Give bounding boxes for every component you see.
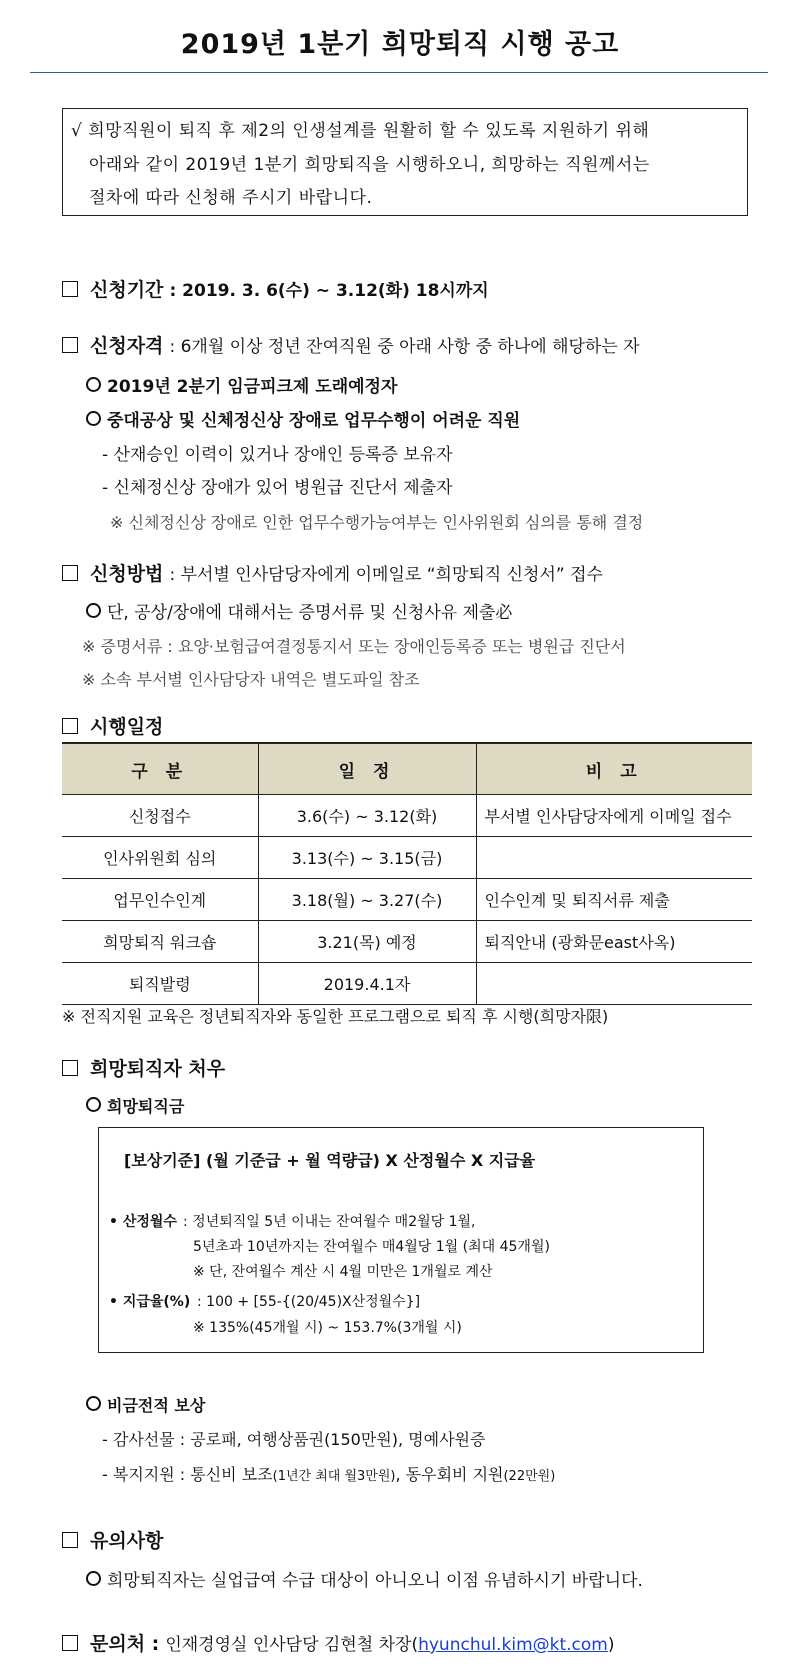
rate-note: ※ 135%(45개월 시) ~ 153.7%(3개월 시) bbox=[193, 1320, 462, 1336]
method-note-1: ※ 증명서류 : 요양·보험급여결정통지서 또는 장애인등록증 또는 병원급 진단서 bbox=[82, 637, 626, 656]
checkbox-square-icon bbox=[62, 281, 78, 297]
months-note: ※ 단, 잔여월수 계산 시 4월 미만은 1개월로 계산 bbox=[193, 1264, 493, 1280]
nonmonetary-item-1: - 감사선물 : 공로패, 여행상품권(150만원), 명예사원증 bbox=[102, 1430, 486, 1449]
nonmonetary-item-2: - 복지지원 : 통신비 보조(1년간 최대 월3만원), 동우회비 지원(22만원) bbox=[102, 1465, 556, 1484]
table-cell: 3.18(월) ~ 3.27(수) bbox=[258, 879, 476, 921]
eligibility-note: ※ 신체정신상 장애로 인한 업무수행가능여부는 인사위원회 심의를 통해 결정 bbox=[110, 513, 644, 532]
circle-bullet-icon bbox=[86, 411, 101, 426]
method-item-1: 단, 공상/장애에 대해서는 증명서류 및 신청사유 제출必 bbox=[86, 598, 512, 623]
table-header-row bbox=[62, 743, 752, 795]
eligibility-sub-1: - 산재승인 이력이 있거나 장애인 등록증 보유자 bbox=[102, 445, 453, 465]
circle-bullet-icon bbox=[86, 1571, 101, 1586]
page-title: 2019년 1분기 희망퇴직 시행 공고 bbox=[180, 29, 620, 60]
eligibility-sub-2: - 신체정신상 장애가 있어 병원급 진단서 제출자 bbox=[102, 478, 453, 498]
eligibility-item-1: 2019년 2분기 임금피크제 도래예정자 bbox=[86, 372, 397, 397]
section-caution: 유의사항 bbox=[62, 1526, 163, 1553]
circle-bullet-icon bbox=[86, 1097, 101, 1112]
table-row bbox=[62, 795, 752, 837]
section-schedule: 시행일정 bbox=[62, 712, 163, 739]
section-method: 신청방법 : 부서별 인사담당자에게 이메일로 “희망퇴직 신청서” 접수 bbox=[62, 559, 603, 586]
rate-label: • 지급율(%) bbox=[109, 1294, 191, 1310]
section-contact: 문의처 : 인재경영실 인사담당 김현철 차장(hyunchul.kim@kt.com) bbox=[62, 1629, 615, 1656]
checkbox-square-icon bbox=[62, 718, 78, 734]
table-cell: 2019.4.1자 bbox=[258, 963, 476, 1005]
header-category: 구 분 bbox=[62, 743, 258, 795]
months-line-2: 5년초과 10년까지는 잔여월수 매4월당 1월 (최대 45개월) bbox=[193, 1239, 550, 1255]
header-remarks: 비 고 bbox=[476, 743, 752, 795]
contact-email-link[interactable]: hyunchul.kim@kt.com bbox=[418, 1635, 608, 1655]
table-cell: 부서별 인사담당자에게 이메일 접수 bbox=[476, 795, 752, 837]
table-row bbox=[62, 879, 752, 921]
table-row bbox=[62, 963, 752, 1005]
notice-line-3: 절차에 따라 신청해 주시기 바랍니다. bbox=[89, 188, 373, 208]
pay-formula: [보상기준] (월 기준급 + 월 역량급) X 산정월수 X 지급율 bbox=[124, 1151, 536, 1170]
header-date: 일 정 bbox=[258, 743, 476, 795]
schedule-note: ※ 전직지원 교육은 정년퇴직자와 동일한 프로그램으로 퇴직 후 시행(희망자限) bbox=[62, 1007, 609, 1026]
method-note-2: ※ 소속 부서별 인사담당자 내역은 별도파일 참조 bbox=[82, 670, 420, 689]
notice-box bbox=[62, 108, 748, 216]
checkbox-square-icon bbox=[62, 1635, 78, 1651]
check-icon: √ bbox=[71, 121, 83, 141]
table-cell bbox=[476, 963, 752, 1005]
pay-title: 희망퇴직금 bbox=[86, 1094, 184, 1117]
title-divider bbox=[30, 72, 768, 73]
checkbox-square-icon bbox=[62, 565, 78, 581]
circle-bullet-icon bbox=[86, 603, 101, 618]
notice-line-2: 아래와 같이 2019년 1분기 희망퇴직을 시행하오니, 희망하는 직원께서는 bbox=[89, 155, 650, 175]
table-cell: 퇴직안내 (광화문east사옥) bbox=[476, 921, 752, 963]
rate-line: : 100 + [55-{(20/45)X산정월수}] bbox=[197, 1294, 421, 1310]
checkbox-square-icon bbox=[62, 1532, 78, 1548]
table-row bbox=[62, 921, 752, 963]
table-cell: 신청접수 bbox=[62, 795, 258, 837]
section-period: 신청기간 : 2019. 3. 6(수) ~ 3.12(화) 18시까지 bbox=[62, 275, 489, 302]
caution-item: 희망퇴직자는 실업급여 수급 대상이 아니오니 이점 유념하시기 바랍니다. bbox=[86, 1566, 643, 1591]
circle-bullet-icon bbox=[86, 377, 101, 392]
months-label: • 산정월수 bbox=[109, 1214, 177, 1230]
notice-line-1: √ 희망직원이 퇴직 후 제2의 인생설계를 원활히 할 수 있도록 지원하기 위해 bbox=[71, 121, 650, 141]
table-cell: 3.21(목) 예정 bbox=[258, 921, 476, 963]
nonmonetary-title: 비금전적 보상 bbox=[86, 1393, 205, 1416]
checkbox-square-icon bbox=[62, 337, 78, 353]
eligibility-item-2: 중대공상 및 신체정신상 장애로 업무수행이 어려운 직원 bbox=[86, 406, 520, 431]
months-line-1: : 정년퇴직일 5년 이내는 잔여월수 매2월당 1월, bbox=[183, 1214, 476, 1230]
pay-formula-box bbox=[98, 1127, 704, 1353]
table-cell: 3.13(수) ~ 3.15(금) bbox=[258, 837, 476, 879]
table-cell: 희망퇴직 워크숍 bbox=[62, 921, 258, 963]
circle-bullet-icon bbox=[86, 1396, 101, 1411]
schedule-table bbox=[62, 742, 752, 1005]
table-cell: 3.6(수) ~ 3.12(화) bbox=[258, 795, 476, 837]
table-row bbox=[62, 837, 752, 879]
section-eligibility: 신청자격 : 6개월 이상 정년 잔여직원 중 아래 사항 중 하나에 해당하는 자 bbox=[62, 331, 640, 358]
table-cell: 업무인수인계 bbox=[62, 879, 258, 921]
table-cell bbox=[476, 837, 752, 879]
table-cell: 인사위원회 심의 bbox=[62, 837, 258, 879]
section-benefits: 희망퇴직자 처우 bbox=[62, 1054, 225, 1081]
checkbox-square-icon bbox=[62, 1060, 78, 1076]
table-cell: 인수인계 및 퇴직서류 제출 bbox=[476, 879, 752, 921]
table-cell: 퇴직발령 bbox=[62, 963, 258, 1005]
